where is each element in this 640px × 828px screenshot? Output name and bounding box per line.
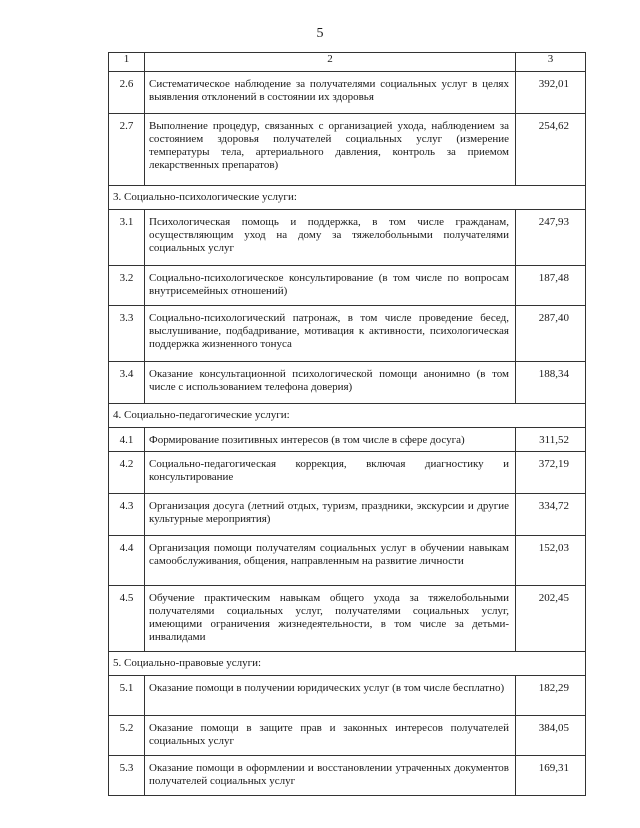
row-number: 4.1 [109, 428, 145, 452]
table-row [109, 716, 586, 756]
row-number: 5.1 [109, 676, 145, 716]
row-number: 4.2 [109, 452, 145, 494]
table-header-row [109, 53, 586, 72]
row-price: 182,29 [516, 676, 586, 716]
row-price: 152,03 [516, 536, 586, 586]
row-price: 202,45 [516, 586, 586, 652]
row-price: 254,62 [516, 114, 586, 186]
row-price: 334,72 [516, 494, 586, 536]
row-service-name: Систематическое наблюдение за получателями социальных услуг в целях выявления отклонений в состоянии их здоровья [145, 72, 516, 114]
row-number: 4.4 [109, 536, 145, 586]
row-price: 169,31 [516, 756, 586, 796]
row-number: 4.3 [109, 494, 145, 536]
row-number: 5.2 [109, 716, 145, 756]
header-col-name: 2 [145, 53, 516, 72]
section-title: 4. Социально-педагогические услуги: [109, 404, 586, 428]
row-service-name: Социально-психологический патронаж, в том числе проведение бесед, выслушивание, подбадривание, мотивация к активности, психологическая поддержка жизненного тонуса [145, 306, 516, 362]
section-title: 3. Социально-психологические услуги: [109, 186, 586, 210]
table-row [109, 586, 586, 652]
row-number: 4.5 [109, 586, 145, 652]
row-number: 2.6 [109, 72, 145, 114]
row-number: 3.2 [109, 266, 145, 306]
table-row [109, 114, 586, 186]
table-row [109, 306, 586, 362]
header-col-number: 1 [109, 53, 145, 72]
row-service-name: Выполнение процедур, связанных с организацией ухода, наблюдением за состоянием здоровья получателей социальных услуг (измерение температуры тела, артериального давления, контроль за приемом лекарственных препаратов) [145, 114, 516, 186]
row-service-name: Психологическая помощь и поддержка, в том числе гражданам, осуществляющим уход на дому за тяжелобольными получателями социальных услуг [145, 210, 516, 266]
header-col-price: 3 [516, 53, 586, 72]
row-service-name: Оказание консультационной психологической помощи анонимно (в том числе с использованием телефона доверия) [145, 362, 516, 404]
table-row [109, 266, 586, 306]
table-row [109, 428, 586, 452]
row-service-name: Социально-психологическое консультирование (в том числе по вопросам внутрисемейных отношений) [145, 266, 516, 306]
table-row [109, 452, 586, 494]
table-row [109, 676, 586, 716]
row-number: 3.4 [109, 362, 145, 404]
row-price: 372,19 [516, 452, 586, 494]
row-price: 188,34 [516, 362, 586, 404]
row-number: 2.7 [109, 114, 145, 186]
section-row [109, 404, 586, 428]
row-price: 247,93 [516, 210, 586, 266]
section-row [109, 186, 586, 210]
table-row [109, 536, 586, 586]
section-title: 5. Социально-правовые услуги: [109, 652, 586, 676]
row-number: 3.1 [109, 210, 145, 266]
services-price-table [108, 52, 586, 796]
table-row [109, 210, 586, 266]
row-price: 392,01 [516, 72, 586, 114]
page-number: 5 [316, 26, 324, 41]
row-price: 187,48 [516, 266, 586, 306]
row-service-name: Обучение практическим навыкам общего ухода за тяжелобольными получателями социальных услуг, получателями социальных услуг, имеющими ограничения жизнедеятельности, в том числе за детьми-инвалидами [145, 586, 516, 652]
row-service-name: Формирование позитивных интересов (в том числе в сфере досуга) [145, 428, 516, 452]
row-number: 3.3 [109, 306, 145, 362]
row-price: 311,52 [516, 428, 586, 452]
row-service-name: Социально-педагогическая коррекция, включая диагностику и консультирование [145, 452, 516, 494]
row-price: 287,40 [516, 306, 586, 362]
row-price: 384,05 [516, 716, 586, 756]
table-row [109, 362, 586, 404]
table-row [109, 494, 586, 536]
row-service-name: Оказание помощи в получении юридических услуг (в том числе бесплатно) [145, 676, 516, 716]
row-service-name: Оказание помощи в оформлении и восстановлении утраченных документов получателей социальных услуг [145, 756, 516, 796]
row-number: 5.3 [109, 756, 145, 796]
section-row [109, 652, 586, 676]
row-service-name: Организация досуга (летний отдых, туризм, праздники, экскурсии и другие культурные мероприятия) [145, 494, 516, 536]
row-service-name: Организация помощи получателям социальных услуг в обучении навыкам самообслуживания, общения, направленным на развитие личности [145, 536, 516, 586]
row-service-name: Оказание помощи в защите прав и законных интересов получателей социальных услуг [145, 716, 516, 756]
table-row [109, 756, 586, 796]
table-row [109, 72, 586, 114]
